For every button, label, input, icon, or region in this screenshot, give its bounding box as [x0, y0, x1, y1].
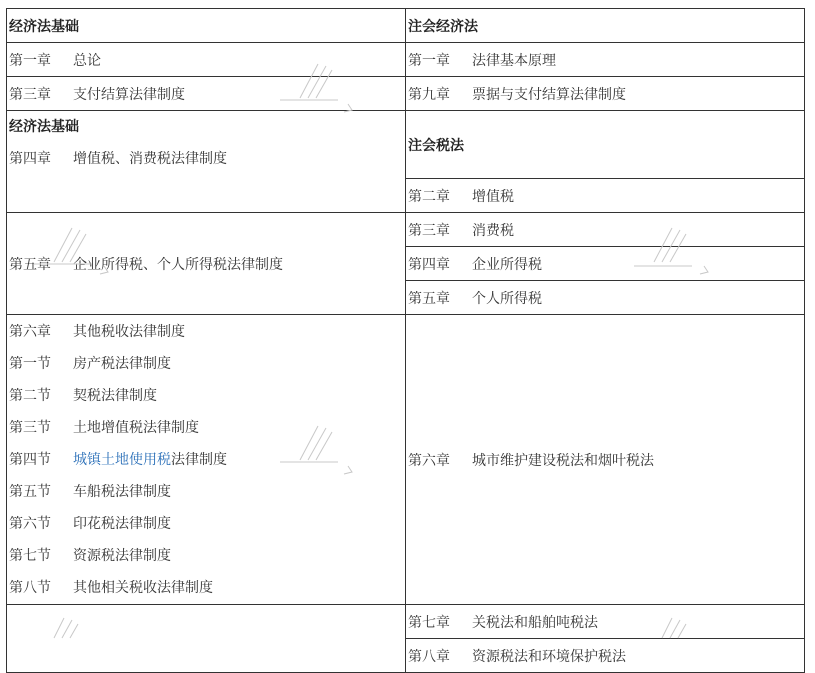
chapter-number: 第五章: [9, 256, 51, 273]
chapter-title: 增值税: [472, 188, 514, 205]
watermark-icon: [278, 420, 368, 475]
chapter-title: 消费税: [472, 222, 514, 239]
section-number: 第七节: [9, 547, 51, 564]
section-number: 第五节: [9, 483, 51, 500]
urban-land-use-tax-link[interactable]: 城镇土地使用税: [73, 451, 171, 468]
chapter-number: 第三章: [408, 222, 450, 239]
header-right-cpa-economic-law: 注会经济法: [406, 9, 805, 43]
chapter-number: 第九章: [408, 86, 450, 103]
section-title: 房产税法律制度: [73, 355, 171, 372]
chapter-number: 第二章: [408, 188, 450, 205]
chapter-number: 第五章: [408, 290, 450, 307]
header-left-economic-law-basics: 经济法基础: [7, 9, 406, 43]
section-line: [9, 348, 405, 380]
chapter-number: 第一章: [9, 52, 51, 69]
section-title: 契税法律制度: [73, 387, 157, 404]
section-title: 车船税法律制度: [73, 483, 171, 500]
right-cell-ch4: [406, 247, 805, 281]
section-line: [9, 476, 405, 508]
right-cell-ch3: [406, 213, 805, 247]
chapter-title: 企业所得税、个人所得税法律制度: [73, 256, 283, 273]
section-title: 资源税法律制度: [73, 547, 171, 564]
chapter-title: 城市维护建设税法和烟叶税法: [472, 452, 654, 469]
chapter-title: 票据与支付结算法律制度: [472, 86, 626, 103]
header-right-cpa-tax-law: 注会税法: [406, 111, 805, 179]
right-cell-ch1: [406, 43, 805, 77]
right-cell-ch7: [406, 605, 805, 639]
chapter-title: 资源税法和环境保护税法: [472, 648, 626, 665]
right-cell-ch9: [406, 77, 805, 111]
watermark-icon: [632, 222, 722, 277]
chapter-title: 法律基本原理: [472, 52, 556, 69]
section-title: 印花税法律制度: [73, 515, 171, 532]
chapter-title: 增值税、消费税法律制度: [73, 151, 227, 167]
chapter-title: 个人所得税: [472, 290, 542, 307]
chapter-number: 第六章: [408, 452, 450, 469]
chapter-line: [9, 316, 405, 348]
section-header-economic-law-basics: 经济法基础: [9, 119, 79, 135]
section-title: 其他相关税收法律制度: [73, 579, 213, 596]
chapter-number: 第六章: [9, 323, 51, 340]
chapter-line: [9, 143, 405, 175]
chapter-title: 其他税收法律制度: [73, 323, 185, 340]
chapter-number: 第一章: [408, 52, 450, 69]
chapter-number: 第四章: [408, 256, 450, 273]
section-line: [9, 508, 405, 540]
left-cell-header2-ch4: [7, 111, 406, 213]
watermark-icon: [40, 614, 100, 642]
section-line: [9, 380, 405, 412]
chapter-title: 支付结算法律制度: [73, 86, 185, 103]
comparison-table: [6, 8, 805, 673]
right-cell-ch8: [406, 639, 805, 673]
right-cell-ch5: [406, 281, 805, 315]
section-title: 土地增值税法律制度: [73, 419, 199, 436]
watermark-icon: [648, 614, 708, 642]
section-title: 法律制度: [171, 451, 227, 468]
chapter-number: 第三章: [9, 86, 51, 103]
chapter-number: 第七章: [408, 614, 450, 631]
chapter-title: 企业所得税: [472, 256, 542, 273]
section-number: 第三节: [9, 419, 51, 436]
right-cell-ch2: [406, 179, 805, 213]
chapter-title: 总论: [73, 52, 101, 69]
section-number: 第六节: [9, 515, 51, 532]
section-number: 第一节: [9, 355, 51, 372]
chapter-number: 第四章: [9, 151, 51, 167]
section-number: 第八节: [9, 579, 51, 596]
watermark-icon: [32, 222, 122, 277]
section-number: 第二节: [9, 387, 51, 404]
watermark-icon: [278, 58, 368, 113]
chapter-title: 关税法和船舶吨税法: [472, 614, 598, 631]
chapter-number: 第八章: [408, 648, 450, 665]
section-line: [9, 540, 405, 572]
section-line: [9, 572, 405, 604]
section-number: 第四节: [9, 451, 51, 468]
right-cell-ch6: [406, 315, 805, 605]
